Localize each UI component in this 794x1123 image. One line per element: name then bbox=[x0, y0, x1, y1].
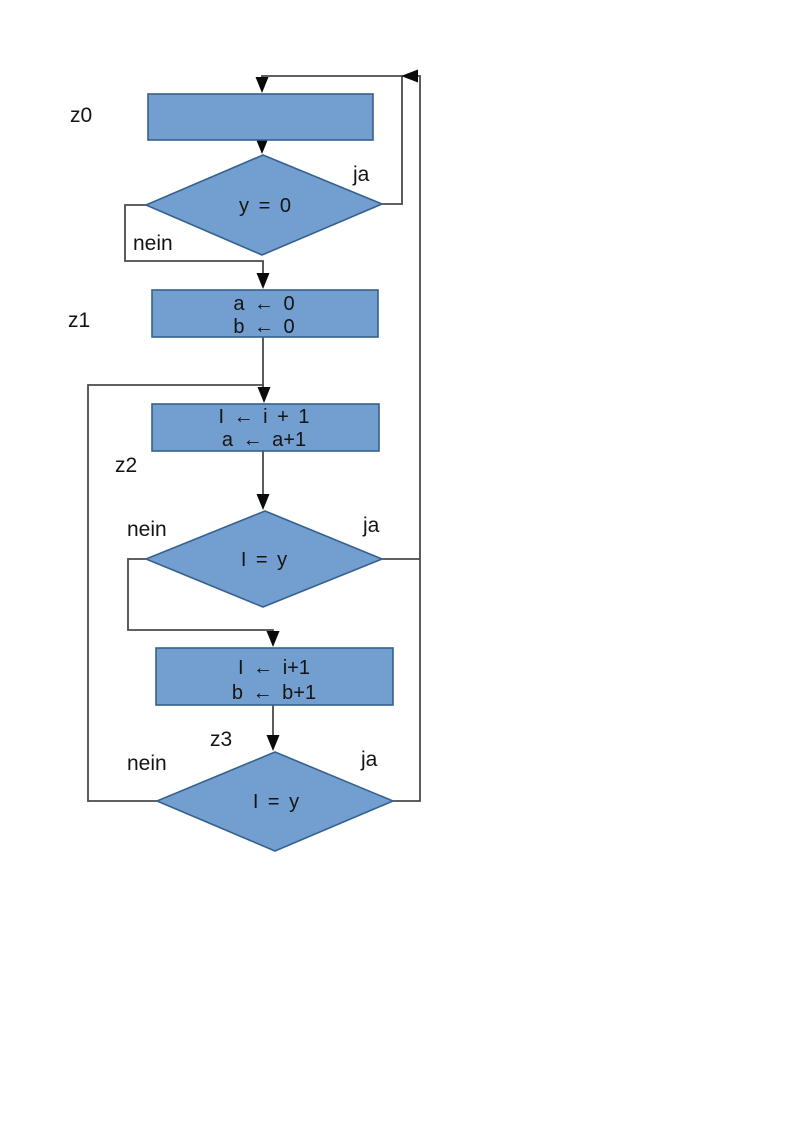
arrowhead-into-start-box bbox=[256, 77, 269, 93]
branch-label-d3-nein: nein bbox=[127, 752, 167, 775]
node-init-box bbox=[152, 290, 378, 338]
inc-b-box-line1: I ← i+1 bbox=[238, 657, 310, 679]
arrowhead-into-d3 bbox=[267, 735, 280, 751]
decision-d3-label: I = y bbox=[252, 791, 300, 813]
branch-label-d3-ja: ja bbox=[361, 748, 378, 771]
state-label-z1: z1 bbox=[68, 309, 91, 332]
decision-d1-label: y = 0 bbox=[239, 195, 291, 217]
state-label-z0: z0 bbox=[70, 104, 93, 127]
arrowhead-into-init-box bbox=[257, 273, 270, 289]
node-start-box bbox=[148, 94, 373, 140]
node-decision-i-equals-y-1 bbox=[146, 511, 382, 607]
branch-label-d2-ja: ja bbox=[363, 514, 380, 537]
node-decision-i-equals-y-2 bbox=[157, 752, 393, 851]
start-box-shape bbox=[148, 94, 373, 140]
arrowhead-into-incb-box bbox=[267, 631, 280, 647]
arrowhead-top-left-merge bbox=[401, 70, 418, 83]
state-label-z3: z3 bbox=[210, 728, 233, 751]
branch-label-d1-nein: nein bbox=[133, 232, 173, 255]
inc-a-box-line2: a ← a+1 bbox=[221, 429, 307, 451]
branch-label-d2-nein: nein bbox=[127, 518, 167, 541]
node-inc-a-box bbox=[152, 404, 379, 451]
inc-a-box-line1: I ← i + 1 bbox=[218, 406, 310, 428]
inc-b-box-line2: b ← b+1 bbox=[231, 682, 317, 704]
node-inc-b-box bbox=[156, 648, 393, 705]
init-box-line1: a ← 0 bbox=[233, 293, 295, 315]
decision-d2-label: I = y bbox=[240, 549, 288, 571]
node-decision-y-equals-0 bbox=[146, 155, 382, 255]
arrowhead-into-d2 bbox=[257, 494, 270, 510]
arrowhead-into-inca-box bbox=[258, 387, 271, 403]
init-box-line2: b ← 0 bbox=[233, 316, 295, 338]
state-label-z2: z2 bbox=[115, 454, 138, 477]
branch-label-d1-ja: ja bbox=[353, 163, 370, 186]
edge-d3-ja-loop bbox=[393, 76, 420, 801]
